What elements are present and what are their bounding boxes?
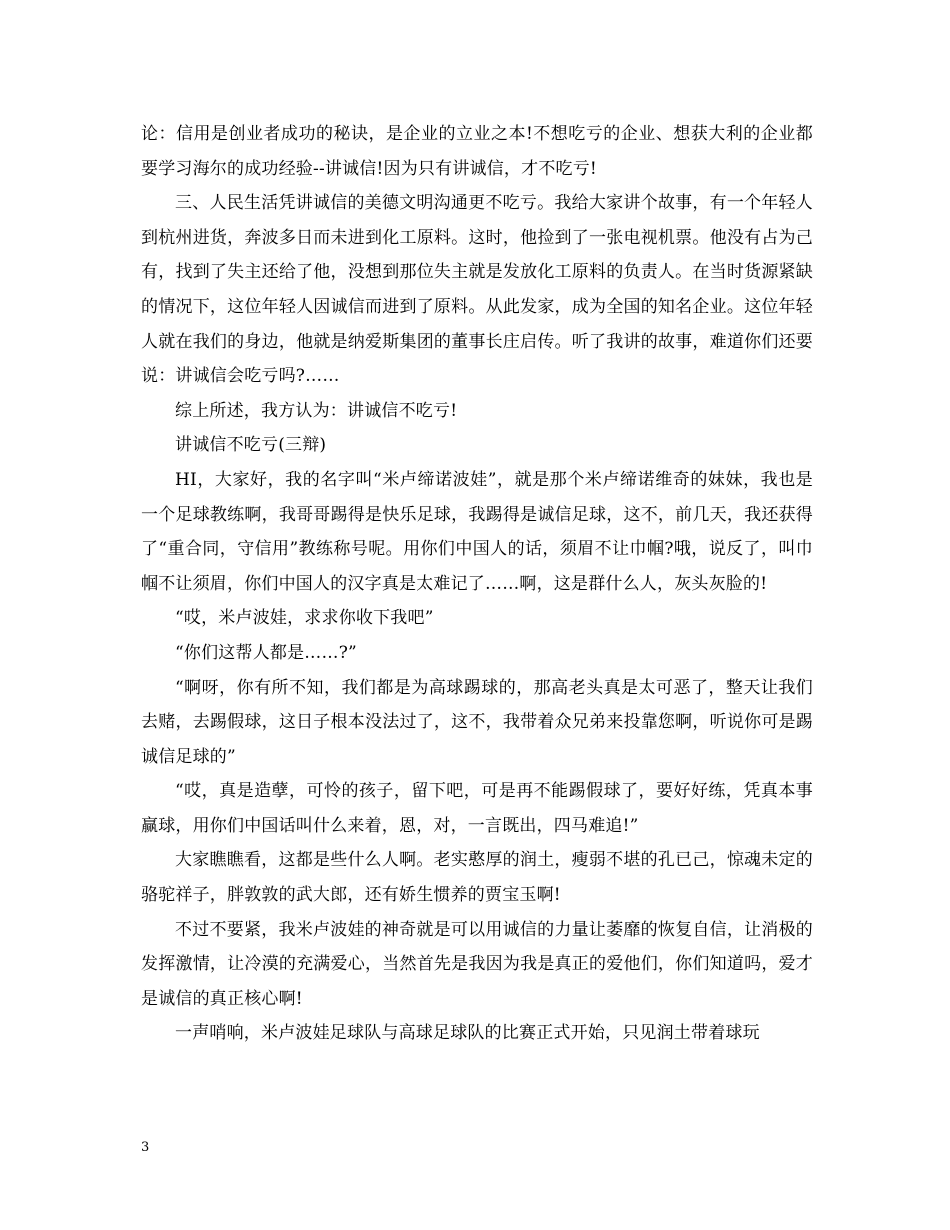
paragraph-12: 一声哨响，米卢波娃足球队与高球足球队的比赛正式开始，只见润土带着球玩 — [175, 1023, 760, 1044]
paragraph-6: “哎，米卢波娃，求求你收下我吧” — [175, 608, 434, 629]
paragraph-11: 不过不要紧，我米卢波娃的神奇就是可以用诚信的力量让萎靡的恢复自信，让消极的发挥激情，让冷漠的充满爱心，当然首先是我因为我是真正的爱他们，你们知道吗，爱才是诚信的真正核心啊! — [141, 919, 813, 1009]
paragraph-9: “哎，真是造孽，可怜的孩子，留下吧，可是再不能踢假球了，要好好练，凭真本事赢球，用你们中国话叫什么来着，恩，对，一言既出，四马难追!” — [141, 781, 813, 836]
document-body — [141, 117, 813, 1051]
page-number: 3 — [141, 1140, 150, 1155]
paragraph-3: 综上所述，我方认为：讲诚信不吃亏! — [175, 400, 458, 421]
paragraph-2: 三、人民生活凭讲诚信的美德文明沟通更不吃亏。我给大家讲个故事，有一个年轻人到杭州进货，奔波多日而未进到化工原料。这时，他捡到了一张电视机票。他没有占为己有，找到了失主还给了他，没想到那位失主就是发放化工原料的负责人。在当时货源紧缺的情况下，这位年轻人因诚信而进到了原料。从此发家，成为全国的知名企业。这位年轻人就在我们的身边，他就是纳爱斯集团的董事长庄启传。听了我讲的故事，难道你们还要说：讲诚信会吃亏吗?…… — [141, 193, 813, 387]
section-heading: 讲诚信不吃亏(三辩) — [175, 435, 327, 456]
paragraph-7: “你们这帮人都是……?” — [175, 642, 357, 663]
paragraph-1: 论：信用是创业者成功的秘诀，是企业的立业之本!不想吃亏的企业、想获大利的企业都要学习海尔的成功经验--讲诚信!因为只有讲诚信，才不吃亏! — [141, 124, 813, 179]
paragraph-10: 大家瞧瞧看，这都是些什么人啊。老实憨厚的润土，瘦弱不堪的孔已己，惊魂未定的骆驼祥子，胖敦敦的武大郎，还有娇生惯养的贾宝玉啊! — [141, 850, 813, 906]
paragraph-5: HI，大家好，我的名字叫“米卢缔诺波娃”，就是那个米卢缔诺维奇的妹妹，我也是一个足球教练啊，我哥哥踢得是快乐足球，我踢得是诚信足球，这不，前几天，我还获得了“重合同，守信用”教练称号呢。用你们中国人的话，须眉不让巾帼?哦，说反了，叫巾帼不让须眉，你们中国人的汉字真是太难记了……啊，这是群什么人，灰头灰脸的! — [141, 469, 813, 594]
paragraph-8: “啊呀，你有所不知，我们都是为高球踢球的，那高老头真是太可恶了，整天让我们去赌，去踢假球，这日子根本没法过了，这不，我带着众兄弟来投靠您啊，听说你可是踢诚信足球的” — [141, 677, 813, 767]
